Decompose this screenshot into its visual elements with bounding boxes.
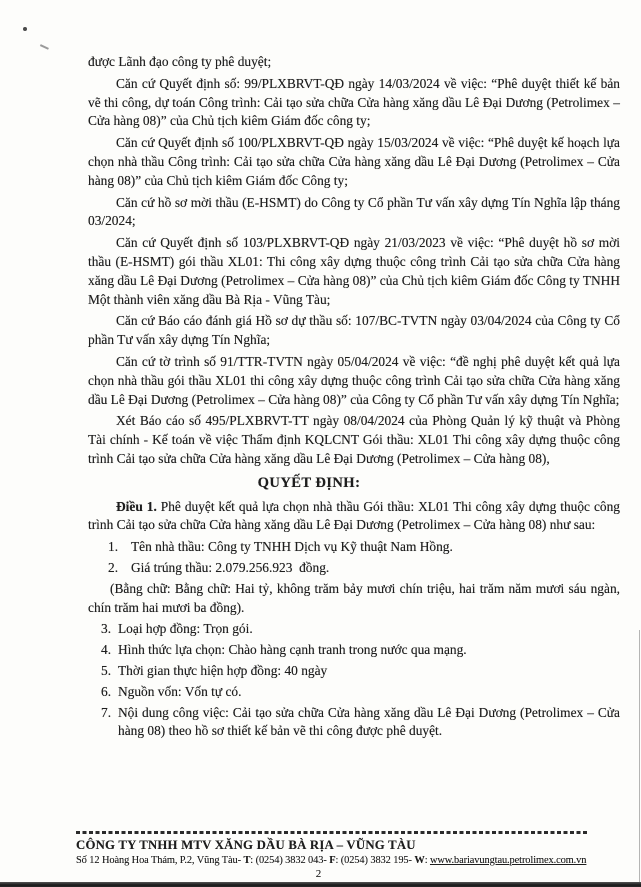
footer-fax-value: : (0254) 3832 195- — [335, 854, 415, 866]
item-3-number: 3. — [101, 621, 112, 637]
footer-web-label: W — [414, 854, 425, 866]
recital-paragraph-5: Căn cứ Báo cáo đánh giá Hồ sơ dự thầu số: 107/BC-TVTN ngày 03/04/2024 của Công ty Cổ phần Tư vấn xây dựng Tín Nghĩa; — [88, 313, 620, 348]
footer-website: www.bariavungtau.petrolimex.com.vn — [429, 854, 587, 866]
item-4-number: 4. — [101, 642, 112, 658]
footer-company-name: CÔNG TY TNHH MTV XĂNG DẦU BÀ RỊA – VŨNG TÀU — [76, 837, 416, 852]
decision-heading: QUYẾT ĐỊNH: — [257, 474, 361, 491]
footer-web-separator: : — [424, 854, 430, 866]
list-item-2 — [88, 559, 620, 578]
recital-paragraph-4: Căn cứ Quyết định số 103/PLXBRVT-QĐ ngày 21/03/2023 về việc: “Phê duyệt hồ sơ mời thầu (E-HSMT) gói thầu XL01: Thi công xây dựng thuộc công trình Cải tạo sửa chữa Cửa hàng xăng dầu Lê Đại Dương (Petrolimex – Cửa hàng 08)” của Chủ tịch kiêm Giám đốc Công ty TNHH Một thành viên xăng dầu Bà Rịa - Vũng Tàu; — [88, 235, 620, 307]
recital-paragraph-1: Căn cứ Quyết định số: 99/PLXBRVT-QĐ ngày 14/03/2024 về việc: “Phê duyệt thiết kế bản vẽ thi công, dự toán Công trình: Cải tạo sửa chữa Cửa hàng xăng dầu Lê Đại Dương (Petrolimex – Cửa hàng 08)” của Chủ tịch kiêm Giám đốc công ty; — [88, 75, 620, 129]
list-item-6 — [88, 683, 620, 702]
footer-fax-label: F — [329, 854, 336, 866]
decision-items-1-2 — [88, 538, 620, 578]
list-item-4 — [88, 641, 620, 660]
scan-artifact-tick — [40, 44, 49, 49]
article-1-paragraph — [88, 498, 620, 536]
item-1-text: Tên nhà thầu: Công ty TNHH Dịch vụ Kỹ thuật Nam Hồng. — [131, 539, 453, 555]
page-footer — [76, 831, 587, 880]
article-1-label: Điều 1. — [116, 498, 157, 514]
item-2-text: Giá trúng thầu: 2.079.256.923 đồng. — [131, 559, 330, 575]
footer-tel-label: T — [243, 854, 251, 866]
footer-divider — [76, 831, 587, 834]
recital-paragraph-6: Căn cứ tờ trình số 91/TTR-TVTN ngày 05/04/2024 về việc: “đề nghị phê duyệt kết quả lựa chọn nhà thầu gói thầu XL01 thi công xây dựng thuộc công trình Cải tạo sửa chữa Cửa hàng xăng dầu Lê Đại Dương (Petrolimex – Cửa hàng 08)” của Công ty Cổ phần Tư vấn xây dựng Tín Nghĩa; — [88, 353, 620, 407]
list-item-3 — [88, 620, 620, 639]
page-number: 2 — [315, 867, 322, 880]
decision-items-3-7 — [88, 620, 620, 741]
recital-paragraph-7: Xét Báo cáo số 495/PLXBRVT-TT ngày 08/04/2024 của Phòng Quản lý kỹ thuật và Phòng Tài chính - Kế toán về việc Thẩm định KQLCNT Gói thầu: XL01 Thi công xây dựng thuộc công trình Cải tạo sửa chữa Cửa hàng xăng dầu Lê Đại Dương (Petrolimex – Cửa hàng 08), — [88, 413, 620, 466]
footer-tel-value: : (0254) 3832 043- — [250, 854, 330, 866]
item-1-number: 1. — [108, 539, 119, 555]
document-body — [88, 53, 620, 743]
item-4-text: Hình thức lựa chọn: Chào hàng cạnh tranh trong nước qua mạng. — [118, 642, 467, 658]
item-7-text: Nội dung công việc: Cải tạo sửa chữa Cửa hàng xăng dầu Lê Đại Dương (Petrolimex – Cửa hàng 08) theo hồ sơ thiết kế bản vẽ thi công được phê duyệt. — [118, 704, 620, 739]
list-item-7 — [88, 704, 620, 742]
scan-edge-right — [639, 630, 641, 882]
item-5-text: Thời gian thực hiện hợp đồng: 40 ngày — [118, 662, 328, 678]
scan-edge-bottom — [0, 882, 641, 887]
footer-address: Số 12 Hoàng Hoa Thám, P.2, Vũng Tàu- — [76, 854, 244, 866]
recital-paragraph-2: Căn cứ Quyết định số 100/PLXBRVT-QĐ ngày 15/03/2024 về việc: “Phê duyệt kế hoạch lựa chọn nhà thầu Công trình: Cải tạo sửa chữa Cửa hàng xăng dầu Lê Đại Dương (Petrolimex – Cửa hàng 08)” của Chủ tịch kiêm Giám đốc Công ty; — [88, 135, 620, 188]
item-3-text: Loại hợp đồng: Trọn gói. — [118, 621, 253, 637]
article-1-text: Phê duyệt kết quả lựa chọn nhà thầu Gói thầu: XL01 Thi công xây dựng thuộc công trình Cải tạo sửa chữa Cửa hàng xăng dầu Lê Đại Dương (Petrolimex – Cửa hàng 08) như sau: — [88, 498, 620, 533]
list-item-1 — [88, 538, 620, 557]
scan-artifact-dot — [23, 27, 27, 31]
item-6-number: 6. — [101, 683, 112, 699]
amount-in-words: (Bằng chữ: Bằng chữ: Hai tỷ, không trăm bảy mươi chín triệu, hai trăm năm mươi sáu ngàn, chín trăm hai mươi ba đồng). — [88, 580, 620, 615]
item-2-number: 2. — [108, 559, 119, 575]
continuation-line: được Lãnh đạo công ty phê duyệt; — [88, 54, 272, 69]
footer-address-line — [76, 854, 587, 867]
recital-paragraph-3: Căn cứ hồ sơ mời thầu (E-HSMT) do Công ty Cổ phần Tư vấn xây dựng Tín Nghĩa lập tháng 03/2024; — [88, 194, 620, 229]
item-7-number: 7. — [101, 704, 112, 720]
item-5-number: 5. — [101, 662, 112, 678]
item-6-text: Nguồn vốn: Vốn tự có. — [118, 683, 242, 699]
list-item-5 — [88, 662, 620, 681]
